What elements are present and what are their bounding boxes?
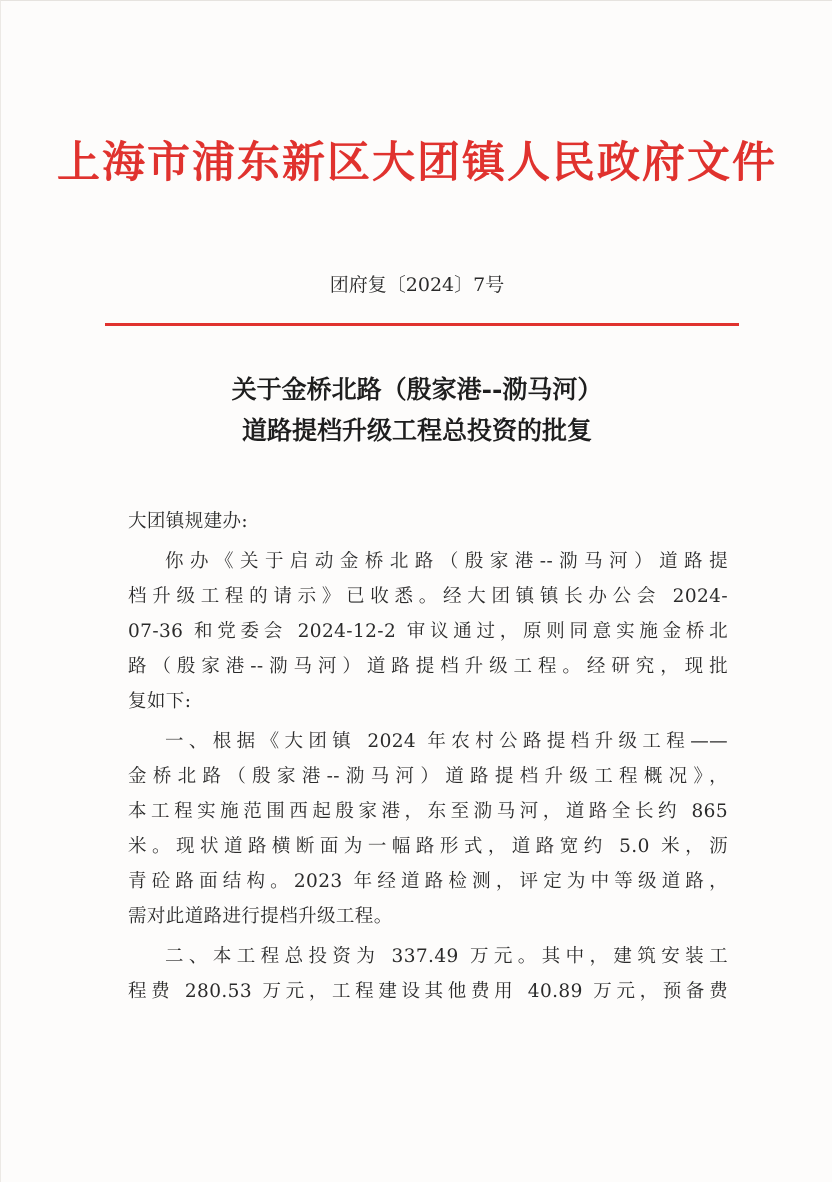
- document-subject: [1, 369, 832, 451]
- body-line: 你办《关于启动金桥北路（殷家港--泐马河）道路提: [165, 551, 728, 572]
- salutation: 大团镇规建办:: [128, 511, 249, 532]
- document-number: 团府复〔2024〕7号: [329, 274, 505, 296]
- body-line: 金桥北路（殷家港--泐马河）道路提档升级工程概况》，: [128, 766, 728, 787]
- red-separator-line: [105, 323, 739, 326]
- body-line: 程费 280.53 万元，工程建设其他费用 40.89 万元，预备费: [128, 981, 728, 1002]
- body-line: 青砼路面结构。2023 年经道路检测，评定为中等级道路，: [128, 871, 728, 892]
- issuer-title: 上海市浦东新区大团镇人民政府文件: [57, 138, 777, 188]
- document-body: [128, 504, 728, 1009]
- body-line: 档升级工程的请示》已收悉。经大团镇镇长办公会 2024-: [128, 586, 728, 607]
- body-line: 二、本工程总投资为 337.49 万元。其中，建筑安装工: [165, 946, 728, 967]
- subject-line-2: 道路提档升级工程总投资的批复: [241, 416, 592, 445]
- body-line: 07-36 和党委会 2024-12-2 审议通过，原则同意实施金桥北: [128, 621, 728, 642]
- subject-line-1: 关于金桥北路（殷家港--泐马河）: [231, 375, 603, 404]
- body-line: 需对此道路进行提档升级工程。: [128, 906, 393, 927]
- body-line: 本工程实施范围西起殷家港，东至泐马河，道路全长约 865: [128, 801, 728, 822]
- body-line: 米。现状道路横断面为一幅路形式，道路宽约 5.0 米，沥: [128, 836, 728, 857]
- body-line: 复如下:: [128, 691, 192, 712]
- body-line: 路（殷家港--泐马河）道路提档升级工程。经研究，现批: [128, 656, 728, 677]
- body-line: 一、根据《大团镇 2024 年农村公路提档升级工程——: [165, 731, 728, 752]
